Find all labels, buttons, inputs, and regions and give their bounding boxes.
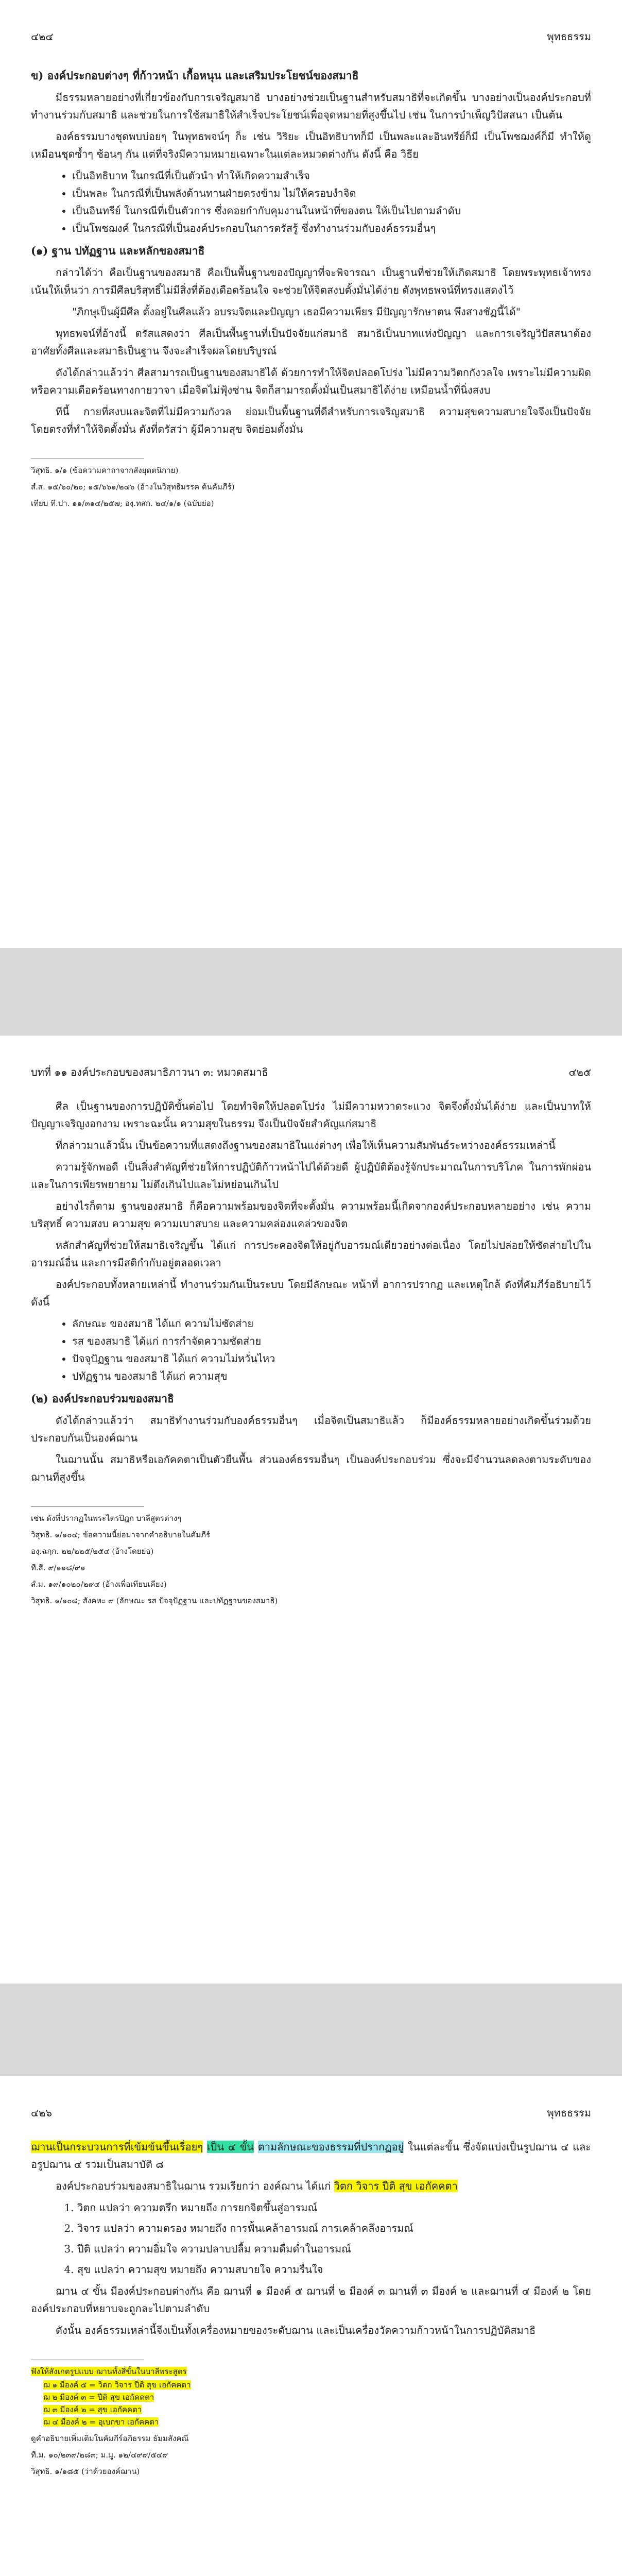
footnote: องฺ.ฉกฺก. ๒๒/๒๒๕/๒๕๔ (อ้างโดยย่อ) bbox=[31, 1547, 154, 1556]
list-item: • รส ของสมาธิ ได้แก่ การกำจัดความซัดส่าย bbox=[72, 1332, 591, 1350]
section-heading: ข) องค์ประกอบต่างๆ ที่ก้าวหน้า เกื้อหนุน และเสริมประโยชน์ของสมาธิ bbox=[31, 69, 359, 82]
page-header bbox=[31, 1064, 591, 1080]
paragraph: อย่างไรก็ตาม ฐานของสมาธิ ก็คือความพร้อมของจิตที่จะตั้งมั่น ความพร้อมนี้เกิดจากองค์ประกอบหลายอย่าง เช่น ความบริสุทธิ์ ความสงบ ความสุข ความเบาสบาย และความคล่องแคล่วของจิต bbox=[31, 1200, 591, 1230]
document-page-1 bbox=[0, 0, 622, 948]
footnote: วิสุทธิ. ๑/๑๐๘; สังคหะ ๙ (ลักษณะ รส ปัจจุปัฏฐาน และปทัฏฐานของสมาธิ) bbox=[31, 1596, 278, 1605]
running-title: พุทธธรรม bbox=[547, 30, 591, 43]
running-title: บทที่ ๑๑ องค์ประกอบของสมาธิภาวนา ๓: หมวดสมาธิ bbox=[31, 1066, 268, 1078]
paragraph: พุทธพจน์ที่อ้างนี้ ตรัสแสดงว่า ศีลเป็นพื้นฐานที่เป็นปัจจัยแก่สมาธิ สมาธิเป็นบาทแห่งปัญญา และการเจริญวิปัสสนาต้องอาศัยทั้งศีลและสมาธิเป็นฐาน จึงจะสำเร็จผลโดยบริบูรณ์ bbox=[31, 327, 591, 357]
paragraph bbox=[31, 2177, 591, 2195]
list-item: • เป็นอิทธิบาท ในกรณีที่เป็นตัวนำ ทำให้เกิดความสำเร็จ bbox=[72, 167, 591, 184]
paragraph bbox=[31, 2138, 591, 2173]
bullet-list bbox=[31, 167, 591, 237]
running-title: พุทธธรรม bbox=[547, 2107, 591, 2119]
list-item: • เป็นโพชฌงค์ ในกรณีที่เป็นองค์ประกอบในการตรัสรู้ ซึ่งทำงานร่วมกับองค์ธรรมอื่นๆ bbox=[72, 219, 591, 237]
page-number: ๔๒๔ bbox=[31, 30, 54, 43]
footnote bbox=[31, 2365, 591, 2378]
footnote-row bbox=[31, 2416, 591, 2428]
paragraph: มีธรรมหลายอย่างที่เกี่ยวข้องกับการเจริญสมาธิ บางอย่างช่วยเป็นฐานสำหรับสมาธิที่จะเกิดขึ้น บางอย่างเป็นองค์ประกอบที่ทำงานร่วมกับสมาธิ และช่วยในการใช้สมาธิให้สำเร็จประโยชน์เพื่อจุดหมายที่สูงขึ้นไป เช่น ในการบำเพ็ญวิปัสสนา เป็นต้น bbox=[31, 91, 591, 121]
paragraph: ศีล เป็นฐานของการปฏิบัติขั้นต่อไป โดยทำจิตให้ปลอดโปร่ง ไม่มีความหวาดระแวง จิตจึงตั้งมั่นได้ง่าย และเป็นบาทให้ปัญญาเจริญงอกงาม เพราะฉะนั้น ความสุขในธรรม จึงเป็นปัจจัยสำคัญแก่สมาธิ bbox=[31, 1100, 591, 1130]
page-body bbox=[31, 1097, 591, 1611]
paragraph: ฌาน ๔ ขั้น มีองค์ประกอบต่างกัน คือ ฌานที่ ๑ มีองค์ ๕ ฌานที่ ๒ มีองค์ ๓ ฌานที่ ๓ มีองค์ ๒ และฌานที่ ๔ มีองค์ ๒ โดยองค์ประกอบที่หยาบจะถูกละไปตามลำดับ bbox=[31, 2285, 591, 2315]
subsection-heading: (๒) องค์ประกอบร่วมของสมาธิ bbox=[31, 1392, 174, 1405]
paragraph: กล่าวได้ว่า คือเป็นฐานของสมาธิ คือเป็นพื้นฐานของปัญญาที่จะพิจารณา เป็นฐานที่ช่วยให้เกิดสมาธิ โดยพระพุทธเจ้าทรงเน้นให้เห็นว่า การมีศีลบริสุทธิ์ไม่มีสิ่งที่ต้องเดือดร้อนใจ จะช่วยให้จิตสงบตั้งมั่นได้ง่าย ดังพุทธพจน์ที่ทรงแสดงไว้ bbox=[31, 266, 591, 296]
footnote: สํ.ม. ๑๙/๑๐๒๐/๒๙๔ (อ้างเพื่อเทียบเคียง) bbox=[31, 1580, 167, 1589]
numbered-list bbox=[31, 2199, 591, 2278]
footnote: วิสุทธิ. ๑/๑๘๕ (ว่าด้วยองค์ฌาน) bbox=[31, 2467, 140, 2476]
highlighted-text: ฌ ๔ มีองค์ ๒ = อุเบกขา เอกัคคตา bbox=[43, 2417, 159, 2427]
page-gap bbox=[0, 1984, 622, 2076]
footnote: เทียบ ที.ปา. ๑๑/๓๑๔/๒๕๗; องฺ.ทสก. ๒๔/๑/๑ (ฉบับย่อ) bbox=[31, 499, 214, 508]
paragraph: ดังนั้น องค์ธรรมเหล่านี้จึงเป็นทั้งเครื่องหมายของระดับฌาน และเป็นเครื่องวัดความก้าวหน้าในการปฏิบัติสมาธิ bbox=[56, 2324, 536, 2336]
footnote: ที.ม. ๑๐/๒๓๙/๒๘๓; ม.มู. ๑๒/๔๙๙/๕๔๙ bbox=[31, 2450, 168, 2460]
paragraph: ดังได้กล่าวแล้วว่า ศีลสามารถเป็นฐานของสมาธิได้ ด้วยการทำให้จิตปลอดโปร่ง ไม่มีความวิตกกังวลใจ เพราะไม่มีความผิดหรือความเดือดร้อนทางกายวาจา เมื่อจิตไม่ฟุ้งซ่าน จิตก็สามารถตั้งมั่นเป็นสมาธิได้ง่าย เหมือนน้ำที่นิ่งสงบ bbox=[31, 366, 591, 396]
highlighted-text: เป็น ๔ ขั้น bbox=[206, 2141, 254, 2153]
paragraph: ดังได้กล่าวแล้วว่า สมาธิทำงานร่วมกับองค์ธรรมอื่นๆ เมื่อจิตเป็นสมาธิแล้ว ก็มีองค์ธรรมหลายอย่างเกิดขึ้นร่วมด้วย ประกอบกันเป็นองค์ฌาน bbox=[31, 1414, 591, 1444]
list-item: • ปทัฏฐาน ของสมาธิ ได้แก่ ความสุข bbox=[72, 1367, 591, 1385]
paragraph-text: ในแต่ละขั้น ซึ่งจัดแบ่งเป็นรูปฌาน ๔ และอรูปฌาน ๔ รวมเป็นสมาบัติ ๘ bbox=[31, 2141, 592, 2171]
paragraph-text: องค์ประกอบร่วมของสมาธิในฌาน รวมเรียกว่า องค์ฌาน ได้แก่ bbox=[56, 2180, 331, 2192]
paragraph: ที่กล่าวมาแล้วนั้น เป็นข้อความที่แสดงถึงฐานของสมาธิในแง่ต่างๆ เพื่อให้เห็นความสัมพันธ์ระหว่างองค์ธรรมเหล่านี้ bbox=[56, 1139, 556, 1151]
paragraph: หลักสำคัญที่ช่วยให้สมาธิเจริญขึ้น ได้แก่ การประคองจิตให้อยู่กับอารมณ์เดียวอย่างต่อเนื่อง โดยไม่ปล่อยให้ซัดส่ายไปในอารมณ์อื่น และการมีสติกำกับอยู่ตลอดเวลา bbox=[31, 1239, 591, 1269]
paragraph: องค์ธรรมบางชุดพบบ่อยๆ ในพุทธพจน์ๆ ก็ะ เช่น วิริยะ เป็นอิทธิบาทก็มี เป็นพละและอินทรีย์ก็มี เป็นโพชฌงค์ก็มี ทำให้ดูเหมือนชุดซ้ำๆ ซ้อนๆ กัน แต่ที่จริงมีความหมายเฉพาะในแต่ละหมวดต่างกัน ดังนี้ คือ วิธีย bbox=[31, 130, 591, 160]
list-item: 4. สุข แปลว่า ความสุข หมายถึง ความสบายใจ ความรื่นใจ bbox=[77, 2261, 591, 2278]
footnote-row bbox=[31, 2379, 591, 2391]
highlighted-text: ตามลักษณะของธรรมที่ปรากฏอยู่ bbox=[257, 2141, 404, 2153]
page-header bbox=[31, 28, 591, 45]
page-gap bbox=[0, 948, 622, 1036]
paragraph: ความรู้จักพอดี เป็นสิ่งสำคัญที่ช่วยให้การปฏิบัติก้าวหน้าไปได้ด้วยดี ผู้ปฏิบัติต้องรู้จักประมาณในการบริโภค ในการพักผ่อน และในการเพียรพยายาม ไม่ตึงเกินไปและไม่หย่อนเกินไป bbox=[31, 1161, 591, 1191]
list-item: 2. วิจาร แปลว่า ความตรอง หมายถึง การฟั้นเคล้าอารมณ์ การเคล้าคลึงอารมณ์ bbox=[77, 2219, 591, 2237]
highlighted-text: ฌ ๑ มีองค์ ๕ = วิตก วิจาร ปีติ สุข เอกัคคตา bbox=[43, 2380, 191, 2389]
footnote-divider bbox=[31, 1506, 144, 1507]
list-item: • ปัจจุปัฏฐาน ของสมาธิ ได้แก่ ความไม่หวั่นไหว bbox=[72, 1350, 591, 1367]
list-item: 3. ปีติ แปลว่า ความอิ่มใจ ความปลาบปลื้ม ความดื่มด่ำในอารมณ์ bbox=[77, 2240, 591, 2258]
page-number: ๔๒๖ bbox=[31, 2107, 53, 2119]
footnote: ที.สี. ๙/๑๑๘/๙๑ bbox=[31, 1563, 85, 1572]
footnote: สํ.ส. ๑๕/๖๐/๒๐; ๑๕/๖๖๑/๒๔๖ (อ้างในวิสุทธิมรรค ต้นคัมภีร์) bbox=[31, 482, 235, 492]
page-body bbox=[31, 62, 591, 514]
document-page-2 bbox=[0, 1036, 622, 1984]
subsection-heading: (๑) ฐาน ปทัฏฐาน และหลักของสมาธิ bbox=[31, 244, 205, 257]
footnote-row bbox=[31, 2403, 591, 2416]
list-item: • เป็นอินทรีย์ ในกรณีที่เป็นตัวการ ซึ่งคอยกำกับคุมงานในหน้าที่ของตน ให้เป็นไปตามลำดับ bbox=[72, 202, 591, 219]
footnote: วิสุทธิ. ๑/๑ (ข้อความคาถาจากสังยุตตนิกาย) bbox=[31, 466, 179, 475]
page-body bbox=[31, 2138, 591, 2482]
page-header bbox=[31, 2105, 591, 2121]
footnote: เช่น ดังที่ปรากฏในพระไตรปิฎก บาลีสูตรต่างๆ bbox=[31, 1514, 182, 1523]
highlighted-text: ฌานเป็นกระบวนการที่เข้มข้นขึ้นเรื่อยๆ bbox=[31, 2141, 203, 2153]
highlighted-text: วิตก วิจาร ปีติ สุข เอกัคคตา bbox=[334, 2180, 458, 2192]
list-item: 1. วิตก แปลว่า ความตรึก หมายถึง การยกจิตขึ้นสู่อารมณ์ bbox=[77, 2199, 591, 2216]
list-item: • ลักษณะ ของสมาธิ ได้แก่ ความไม่ซัดส่าย bbox=[72, 1315, 591, 1332]
bullet-list bbox=[31, 1315, 591, 1385]
paragraph: ทีนี้ กายที่สงบและจิตที่ไม่มีความกังวล ย่อมเป็นพื้นฐานที่ดีสำหรับการเจริญสมาธิ ความสุขความสบายใจจึงเป็นปัจจัยโดยตรงที่ทำให้จิตตั้งมั่น ดังที่ตรัสว่า ผู้มีความสุข จิตย่อมตั้งมั่น bbox=[31, 405, 591, 435]
footnote: ดูคำอธิบายเพิ่มเติมในคัมภีร์อภิธรรม ธัมมสังคณี bbox=[31, 2434, 189, 2443]
highlighted-footnote bbox=[31, 2365, 591, 2428]
document-page-3 bbox=[0, 2076, 622, 2576]
footnote-row bbox=[31, 2391, 591, 2403]
highlighted-text: ฌ ๓ มีองค์ ๒ = สุข เอกัคคตา bbox=[43, 2405, 142, 2414]
footnote: วิสุทธิ. ๑/๑๐๔; ข้อความนี้ย่อมาจากคำอธิบายในคัมภีร์ bbox=[31, 1530, 211, 1539]
list-item: • เป็นพละ ในกรณีที่เป็นพลังต้านทานฝ่ายตรงข้าม ไม่ให้ครอบงำจิต bbox=[72, 184, 591, 202]
page-number: ๔๒๕ bbox=[568, 1066, 591, 1078]
paragraph: องค์ประกอบทั้งหลายเหล่านี้ ทำงานร่วมกันเป็นระบบ โดยมีลักษณะ หน้าที่ อาการปรากฏ และเหตุใกล้ ดังที่คัมภีร์อธิบายไว้ ดังนี้ bbox=[31, 1278, 591, 1308]
paragraph: ในฌานนั้น สมาธิหรือเอกัคคตาเป็นตัวยืนพื้น ส่วนองค์ธรรมอื่นๆ เป็นองค์ประกอบร่วม ซึ่งจะมีจำนวนลดลงตามระดับของฌานที่สูงขึ้น bbox=[31, 1453, 591, 1483]
highlighted-text: ฌ ๒ มีองค์ ๓ = ปีติ สุข เอกัคคตา bbox=[43, 2393, 154, 2402]
block-quote: "ภิกษุเป็นผู้มีศีล ตั้งอยู่ในศีลแล้ว อบรมจิตและปัญญา เธอมีความเพียร มีปัญญารักษาตน พึงสางชัฏนี้ได้" bbox=[72, 306, 521, 318]
highlighted-text: ฟังให้สังเกตรูปแบบ ฌานทั้งสี่ขั้นในบาลีพระสูตร bbox=[31, 2367, 187, 2376]
